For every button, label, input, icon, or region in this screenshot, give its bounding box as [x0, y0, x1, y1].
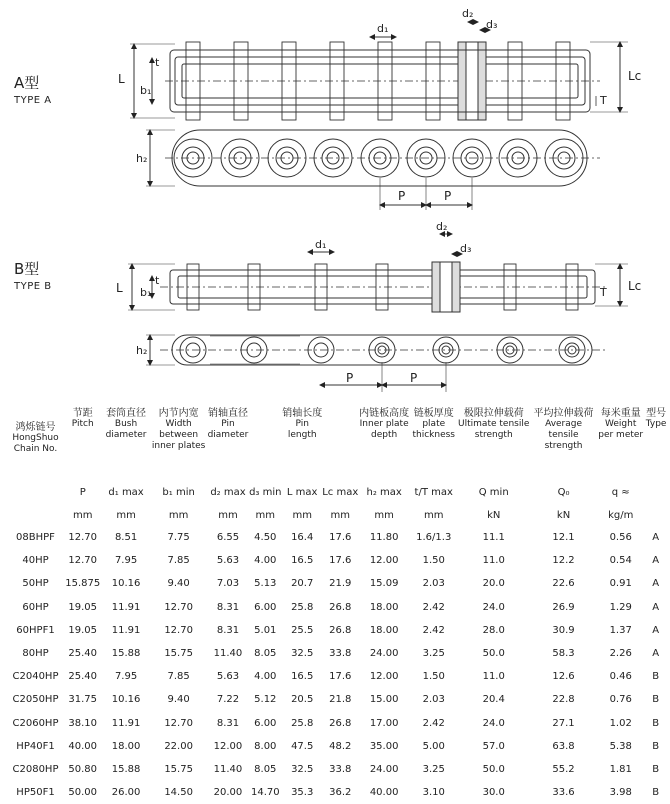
- table-cell: 17.6: [329, 532, 352, 544]
- table-cell: 25.5: [291, 624, 314, 636]
- table-cell: 3.98: [609, 787, 632, 799]
- symbol-cell: [644, 480, 668, 504]
- table-cell: 4.00: [254, 671, 277, 683]
- table-cell: 26.8: [329, 601, 352, 613]
- table-cell: 2.03: [422, 694, 445, 706]
- table-cell: 5.01: [254, 624, 277, 636]
- table-row: [8, 549, 668, 572]
- table-cell: 15.88: [111, 763, 141, 775]
- table-cell: 12.70: [164, 717, 193, 729]
- dim-label-h2-b: h₂: [136, 344, 148, 357]
- table-row: [8, 619, 668, 642]
- header-cell: [358, 408, 410, 480]
- table-cell: 8.00: [254, 740, 277, 752]
- header-cell: [597, 408, 644, 480]
- symbol-cell: d₃ min: [249, 486, 282, 498]
- table-cell: 1.29: [609, 601, 632, 613]
- table-cell: 19.05: [68, 624, 98, 636]
- dim-label-P-b1: P: [346, 371, 354, 385]
- table-cell: 25.40: [68, 671, 98, 683]
- table-cell: 5.63: [216, 671, 240, 683]
- dim-label-d2-b: d₂: [436, 220, 448, 233]
- table-cell: 40.00: [68, 740, 98, 752]
- table-cell: 12.70: [164, 624, 193, 636]
- table-row: [8, 735, 668, 758]
- symbol-cell: d₁ max: [108, 486, 144, 498]
- table-cell: 24.00: [369, 763, 399, 775]
- table-cell: 8.51: [114, 532, 138, 544]
- table-cell: 33.8: [329, 763, 352, 775]
- dim-label-L-a: L: [118, 72, 125, 86]
- table-cell: 12.00: [369, 555, 399, 567]
- table-cell: 40.00: [369, 787, 399, 799]
- dim-label-h2-a: h₂: [136, 152, 148, 165]
- symbol-cell: b₁ min: [162, 486, 195, 498]
- header-cn: 每米重量: [600, 408, 641, 419]
- table-cell: 12.00: [213, 740, 243, 752]
- table-cell: 0.56: [609, 532, 632, 544]
- table-cell: 21.9: [329, 578, 352, 590]
- unit-row: [8, 504, 668, 526]
- table-cell: 1.81: [609, 763, 632, 775]
- dim-label-P-a2: P: [444, 189, 452, 203]
- table-cell: 63.8: [552, 740, 575, 752]
- table-cell: 32.5: [291, 648, 314, 660]
- symbol-cell: t/T max: [414, 486, 453, 498]
- table-cell: 1.6/1.3: [416, 532, 452, 544]
- table-cell: 31.75: [68, 694, 98, 706]
- type-a-side-view: [146, 130, 600, 210]
- header-cn: 套筒直径: [106, 408, 147, 419]
- header-en: plate thickness: [412, 419, 455, 440]
- table-cell: A: [652, 532, 660, 544]
- symbol-row: [8, 480, 668, 504]
- dim-label-t-a: t: [155, 56, 160, 69]
- header-en: Weight per meter: [598, 419, 644, 440]
- chain-drawings: [0, 0, 670, 400]
- table-cell: 32.5: [291, 763, 314, 775]
- symbol-cell: d₂ max: [210, 486, 246, 498]
- table-cell: 2.42: [422, 717, 445, 729]
- unit-cell: mm: [374, 509, 394, 521]
- table-cell: 7.03: [216, 578, 240, 590]
- header-cell: [644, 408, 668, 480]
- dim-label-d1-a: d₁: [377, 22, 389, 35]
- table-cell: B: [652, 763, 660, 775]
- table-cell: 8.31: [216, 601, 240, 613]
- header-cell: [410, 408, 457, 480]
- header-en: Width between inner plates: [151, 419, 206, 451]
- table-cell: 7.85: [167, 555, 190, 567]
- table-cell: 26.9: [552, 601, 575, 613]
- table-cell: 5.38: [609, 740, 632, 752]
- table-row: [8, 665, 668, 688]
- table-cell: B: [652, 694, 660, 706]
- table-cell: 1.50: [422, 671, 445, 683]
- dim-label-L-b: L: [116, 281, 123, 295]
- symbol-cell: L max: [286, 486, 318, 498]
- type-a-title: A型: [14, 74, 40, 92]
- table-cell: B: [652, 717, 660, 729]
- table-cell: 12.00: [369, 671, 399, 683]
- header-en: Type: [645, 419, 667, 429]
- header-en: Bush diameter: [105, 419, 147, 440]
- table-cell: 20.00: [213, 787, 243, 799]
- table-cell: 1.37: [609, 624, 632, 636]
- dim-label-d3-b: d₃: [460, 242, 472, 255]
- chain-no-cell: C2060HP: [12, 717, 59, 729]
- table-cell: 5.00: [422, 740, 445, 752]
- header-cn: 鸿烁链号: [15, 422, 56, 433]
- table-cell: 8.31: [216, 624, 240, 636]
- symbol-cell: P: [79, 486, 86, 498]
- symbol-cell: [8, 480, 63, 504]
- table-cell: 15.00: [369, 694, 399, 706]
- header-cn: 极限拉伸载荷: [463, 408, 524, 419]
- table-cell: 0.54: [609, 555, 632, 567]
- dim-label-P-b2: P: [410, 371, 418, 385]
- table-cell: 14.70: [250, 787, 280, 799]
- type-b-subtitle: TYPE B: [14, 281, 52, 292]
- symbol-cell: h₂ max: [366, 486, 402, 498]
- symbol-cell: Lc max: [322, 486, 359, 498]
- table-cell: 17.6: [329, 671, 352, 683]
- table-cell: 16.4: [291, 532, 314, 544]
- table-cell: 30.9: [552, 624, 575, 636]
- table-cell: 22.8: [552, 694, 575, 706]
- header-cell: [248, 408, 282, 480]
- chain-no-cell: 50HP: [22, 578, 49, 590]
- table-row: [8, 526, 668, 549]
- dim-label-d1-b: d₁: [315, 238, 327, 251]
- dim-label-Lc-b: Lc: [628, 279, 642, 293]
- dim-label-d3-a: d₃: [486, 18, 498, 31]
- header-row: [8, 408, 668, 480]
- table-cell: 2.03: [422, 578, 445, 590]
- header-cn: 内链板高度: [359, 408, 410, 419]
- chain-no-cell: 40HP: [22, 555, 49, 567]
- chain-no-cell: C2080HP: [12, 763, 59, 775]
- dim-label-T-a: T: [600, 94, 607, 107]
- table-cell: 6.00: [254, 717, 277, 729]
- table-cell: A: [652, 601, 660, 613]
- table-cell: 26.8: [329, 624, 352, 636]
- header-cn: 平均拉伸载荷: [533, 408, 594, 419]
- table-cell: 11.40: [213, 763, 243, 775]
- table-cell: 0.76: [609, 694, 632, 706]
- unit-cell: mm: [292, 509, 312, 521]
- table-cell: 4.50: [254, 532, 277, 544]
- unit-cell: [644, 504, 668, 526]
- table-cell: 15.875: [65, 578, 101, 590]
- dim-label-Lc-a: Lc: [628, 69, 642, 83]
- header-cn: 型号: [646, 408, 667, 419]
- table-cell: 11.91: [111, 624, 141, 636]
- table-cell: 50.00: [68, 787, 98, 799]
- table-cell: 26.00: [111, 787, 141, 799]
- table-cell: 18.00: [111, 740, 141, 752]
- table-cell: 50.0: [482, 648, 505, 660]
- table-cell: 11.0: [482, 671, 505, 683]
- table-row: [8, 572, 668, 595]
- table-cell: 20.0: [482, 578, 505, 590]
- table-cell: 38.10: [68, 717, 98, 729]
- table-cell: 55.2: [552, 763, 575, 775]
- header-cn: 销轴直径: [207, 408, 248, 419]
- table-cell: 6.55: [216, 532, 240, 544]
- dim-label-P-a1: P: [398, 189, 406, 203]
- table-cell: 12.2: [552, 555, 575, 567]
- header-en: HongShuo Chain No.: [12, 433, 59, 454]
- chain-no-cell: 80HP: [22, 648, 49, 660]
- table-cell: 24.00: [369, 648, 399, 660]
- table-cell: 12.6: [552, 671, 575, 683]
- table-cell: 21.8: [329, 694, 352, 706]
- header-en: Average tensile strength: [544, 419, 583, 451]
- unit-cell: kN: [556, 509, 571, 521]
- table-cell: B: [652, 740, 660, 752]
- table-cell: 11.91: [111, 601, 141, 613]
- table-cell: 1.02: [609, 717, 632, 729]
- table-cell: 20.7: [291, 578, 314, 590]
- header-cell: [8, 408, 63, 480]
- dim-label-T-b: T: [600, 286, 607, 299]
- table-cell: 7.85: [167, 671, 190, 683]
- table-row: [8, 642, 668, 665]
- unit-cell: mm: [218, 509, 238, 521]
- table-cell: 12.70: [68, 532, 98, 544]
- table-cell: B: [652, 671, 660, 683]
- table-cell: 30.0: [482, 787, 505, 799]
- unit-cell: [8, 504, 63, 526]
- type-a-subtitle: TYPE A: [14, 95, 52, 106]
- table-cell: 8.31: [216, 717, 240, 729]
- table-cell: 18.00: [369, 624, 399, 636]
- type-b-side-view: [146, 335, 605, 392]
- table-row: [8, 688, 668, 711]
- header-cell: [530, 408, 597, 480]
- table-cell: 25.40: [68, 648, 98, 660]
- table-cell: 50.0: [482, 763, 505, 775]
- table-cell: 20.4: [482, 694, 505, 706]
- type-b-title: B型: [14, 260, 40, 278]
- table-cell: 20.5: [291, 694, 314, 706]
- table-cell: 0.91: [609, 578, 632, 590]
- chain-no-cell: 08BHPF: [16, 532, 55, 544]
- unit-cell: mm: [168, 509, 189, 521]
- chain-no-cell: 60HPF1: [16, 624, 55, 636]
- table-cell: 12.70: [164, 601, 193, 613]
- table-cell: 5.63: [216, 555, 240, 567]
- table-cell: 3.25: [422, 763, 445, 775]
- table-cell: 17.6: [329, 555, 352, 567]
- table-cell: 7.22: [216, 694, 240, 706]
- table-cell: 7.95: [114, 671, 138, 683]
- table-cell: A: [652, 578, 660, 590]
- table-cell: 15.88: [111, 648, 141, 660]
- unit-cell: kg/m: [608, 509, 634, 521]
- table-cell: 18.00: [369, 601, 399, 613]
- dim-label-b1-b: b₁: [140, 286, 152, 299]
- table-cell: 47.5: [291, 740, 314, 752]
- table-cell: 10.16: [111, 578, 141, 590]
- header-cell: [63, 408, 102, 480]
- table-cell: A: [652, 648, 660, 660]
- table-cell: 24.0: [482, 717, 505, 729]
- table-cell: 36.2: [329, 787, 352, 799]
- table-cell: 3.25: [422, 648, 445, 660]
- dim-label-t-b: t: [155, 274, 160, 287]
- table-cell: 33.6: [552, 787, 575, 799]
- table-cell: 15.75: [164, 648, 193, 660]
- chain-no-cell: 60HP: [22, 601, 49, 613]
- table-cell: 11.80: [369, 532, 399, 544]
- table-row: [8, 712, 668, 735]
- table-row: [8, 781, 668, 804]
- chain-no-cell: C2050HP: [12, 694, 59, 706]
- header-cn: 链板厚度: [413, 408, 454, 419]
- unit-cell: mm: [72, 509, 93, 521]
- chain-no-cell: HP40F1: [16, 740, 55, 752]
- header-cn: 节距: [72, 408, 93, 419]
- table-cell: 11.0: [482, 555, 505, 567]
- table-cell: 33.8: [329, 648, 352, 660]
- table-cell: 16.5: [291, 671, 314, 683]
- table-cell: 9.40: [167, 578, 190, 590]
- table-cell: 6.00: [254, 601, 277, 613]
- header-cell: [150, 408, 208, 480]
- symbol-cell: q ≈: [611, 486, 630, 498]
- unit-cell: mm: [116, 509, 136, 521]
- table-cell: 27.1: [552, 717, 575, 729]
- header-en: Inner plate depth: [359, 419, 409, 440]
- table-cell: 11.40: [213, 648, 243, 660]
- header-en: Pin length: [287, 419, 317, 440]
- table-cell: 8.05: [254, 763, 277, 775]
- table-cell: A: [652, 624, 660, 636]
- symbol-cell: Q₀: [557, 486, 570, 498]
- table-cell: 2.42: [422, 624, 445, 636]
- table-cell: 26.8: [329, 717, 352, 729]
- header-cn: 内节内宽: [158, 408, 199, 419]
- table-cell: 57.0: [482, 740, 505, 752]
- table-cell: 15.09: [369, 578, 399, 590]
- table-cell: 11.1: [482, 532, 505, 544]
- header-cell: [102, 408, 149, 480]
- spec-table-body: [8, 408, 668, 804]
- table-cell: 24.0: [482, 601, 505, 613]
- table-cell: 17.00: [369, 717, 399, 729]
- dim-label-d2-a: d₂: [462, 7, 474, 20]
- table-cell: 58.3: [552, 648, 575, 660]
- spec-table: [8, 408, 668, 804]
- table-cell: B: [652, 787, 660, 799]
- header-cn: 销轴长度: [282, 408, 323, 419]
- table-cell: 5.12: [254, 694, 277, 706]
- table-cell: 12.1: [552, 532, 575, 544]
- table-row: [8, 758, 668, 781]
- type-a-top-view: [130, 22, 628, 120]
- table-cell: 19.05: [68, 601, 98, 613]
- header-en: Pitch: [71, 419, 94, 429]
- unit-cell: kN: [487, 509, 501, 521]
- table-cell: 9.40: [167, 694, 190, 706]
- table-cell: 3.10: [422, 787, 445, 799]
- table-cell: 12.70: [68, 555, 98, 567]
- table-cell: 15.75: [164, 763, 193, 775]
- table-cell: 5.13: [254, 578, 277, 590]
- table-cell: 50.80: [68, 763, 98, 775]
- table-cell: 2.42: [422, 601, 445, 613]
- table-cell: 2.26: [609, 648, 632, 660]
- header-cell: [457, 408, 530, 480]
- chain-no-cell: HP50F1: [16, 787, 55, 799]
- table-cell: 28.0: [482, 624, 505, 636]
- header-cell: [282, 408, 322, 480]
- table-cell: A: [652, 555, 660, 567]
- type-b-top-view: [128, 234, 628, 312]
- table-cell: 0.46: [609, 671, 632, 683]
- table-cell: 16.5: [291, 555, 314, 567]
- table-row: [8, 596, 668, 619]
- table-cell: 22.6: [552, 578, 575, 590]
- table-cell: 48.2: [329, 740, 352, 752]
- symbol-cell: Q min: [478, 486, 509, 498]
- table-cell: 7.95: [114, 555, 138, 567]
- header-cell: [322, 408, 358, 480]
- table-cell: 8.05: [254, 648, 277, 660]
- dim-label-b1-a: b₁: [140, 84, 152, 97]
- table-cell: 1.50: [422, 555, 445, 567]
- table-cell: 22.00: [164, 740, 193, 752]
- header-en: Pin diameter: [207, 419, 249, 440]
- table-cell: 11.91: [111, 717, 141, 729]
- header-cell: [208, 408, 249, 480]
- table-cell: 14.50: [164, 787, 193, 799]
- unit-cell: mm: [330, 509, 350, 521]
- unit-cell: mm: [255, 509, 276, 521]
- table-cell: 35.3: [291, 787, 314, 799]
- chain-no-cell: C2040HP: [12, 671, 59, 683]
- table-cell: 4.00: [254, 555, 277, 567]
- header-en: Ultimate tensile strength: [458, 419, 530, 440]
- table-cell: 25.8: [291, 601, 314, 613]
- table-cell: 35.00: [369, 740, 399, 752]
- table-cell: 10.16: [111, 694, 141, 706]
- unit-cell: mm: [424, 509, 444, 521]
- table-cell: 7.75: [167, 532, 190, 544]
- table-cell: 25.8: [291, 717, 314, 729]
